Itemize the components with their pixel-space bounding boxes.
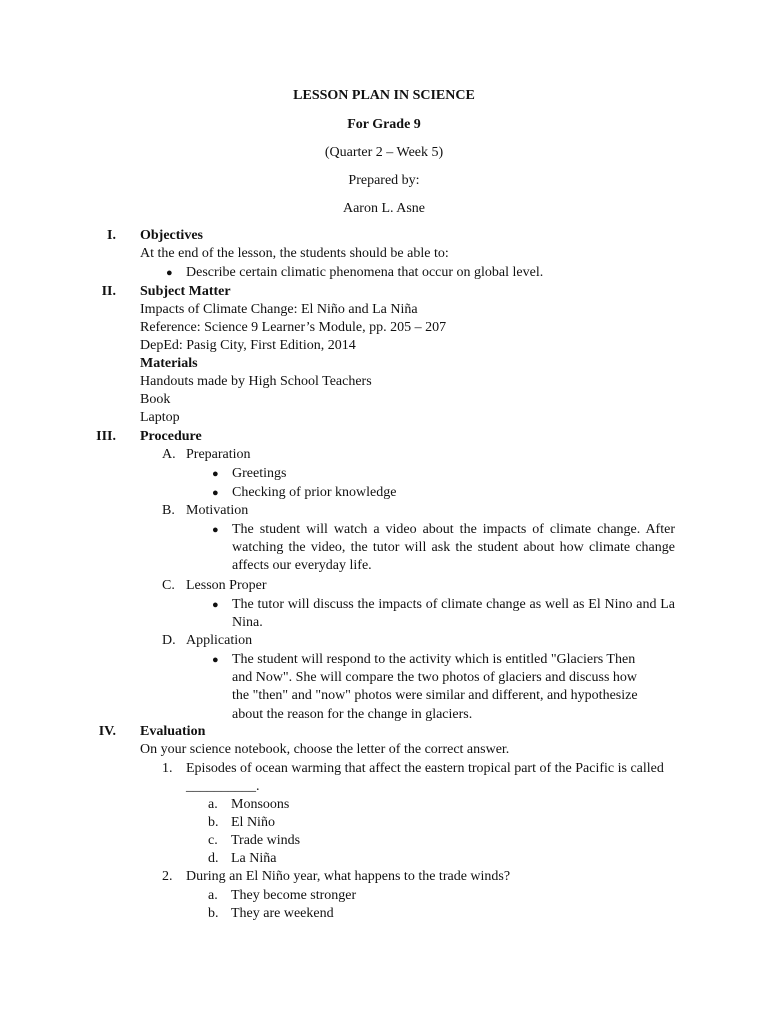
objectives-intro: At the end of the lesson, the students should be able to: — [140, 246, 449, 261]
grade-heading: For Grade 9 — [347, 117, 421, 132]
procedure-letter-d: D. — [162, 633, 176, 648]
question-number: 1. — [162, 761, 173, 776]
section-number-4: IV. — [98, 724, 116, 739]
objective-item: Describe certain climatic phenomena that occur on global level. — [186, 265, 544, 280]
quarter-week: (Quarter 2 – Week 5) — [324, 145, 444, 160]
bullet-icon: ● — [166, 267, 173, 279]
materials-heading: Materials — [140, 356, 198, 371]
procedure-preparation: Preparation — [186, 447, 251, 462]
choice-text: La Niña — [231, 851, 277, 866]
choice-text: They become stronger — [231, 888, 357, 903]
subject-topic: Impacts of Climate Change: El Niño and La Niña — [140, 302, 418, 317]
procedure-motivation: Motivation — [186, 503, 249, 518]
section-number-2: II. — [101, 284, 116, 299]
bullet-icon: ● — [212, 524, 219, 536]
choice-letter: a. — [208, 797, 218, 812]
prepared-by-label: Prepared by: — [348, 173, 420, 188]
choice-text: They are weekend — [231, 906, 334, 921]
procedure-letter-b: B. — [162, 503, 175, 518]
bullet-icon: ● — [212, 599, 219, 611]
choice-text: El Niño — [231, 815, 275, 830]
choice-letter: a. — [208, 888, 218, 903]
motivation-item: The student will watch a video about the impacts of climate change. After watching the video, the tutor will ask the student about how climate change affects our everyday life. — [232, 522, 675, 574]
section-title-subject-matter: Subject Matter — [140, 284, 231, 299]
material-item: Laptop — [140, 410, 180, 425]
section-number-3: III. — [96, 429, 116, 444]
procedure-letter-c: C. — [162, 578, 175, 593]
author-name: Aaron L. Asne — [342, 201, 426, 216]
procedure-lesson-proper: Lesson Proper — [186, 578, 267, 593]
question-1: Episodes of ocean warming that affect the eastern tropical part of the Pacific is called __________. — [186, 761, 664, 795]
procedure-application: Application — [186, 633, 253, 648]
choice-letter: b. — [208, 815, 219, 830]
section-title-objectives: Objectives — [140, 228, 203, 243]
material-item: Book — [140, 392, 171, 407]
evaluation-intro: On your science notebook, choose the letter of the correct answer. — [140, 742, 510, 757]
question-2: During an El Niño year, what happens to the trade winds? — [186, 869, 511, 884]
procedure-letter-a: A. — [162, 447, 176, 462]
section-title-evaluation: Evaluation — [140, 724, 206, 739]
section-number-1: I. — [107, 228, 116, 243]
choice-text: Monsoons — [231, 797, 290, 812]
choice-letter: b. — [208, 906, 219, 921]
document-title: LESSON PLAN IN SCIENCE — [293, 88, 475, 103]
application-item: The student will respond to the activity which is entitled "Glaciers Then and Now". She will compare the two photos of glaciers and discuss how the "then" and "now" photos were similar and different, and hypothesize about the reason for the change in glaciers. — [232, 652, 638, 722]
choice-letter: d. — [208, 851, 219, 866]
bullet-icon: ● — [212, 654, 219, 666]
bullet-icon: ● — [212, 487, 219, 499]
lesson-proper-item: The tutor will discuss the impacts of climate change as well as El Nino and La Nina. — [232, 597, 675, 631]
section-title-procedure: Procedure — [140, 429, 202, 444]
choice-text: Trade winds — [231, 833, 301, 848]
question-number: 2. — [162, 869, 173, 884]
subject-reference: Reference: Science 9 Learner’s Module, pp. 205 – 207 — [140, 320, 447, 335]
material-item: Handouts made by High School Teachers — [140, 374, 372, 389]
subject-deped: DepEd: Pasig City, First Edition, 2014 — [140, 338, 356, 353]
choice-letter: c. — [208, 833, 218, 848]
preparation-item: Greetings — [232, 466, 287, 481]
bullet-icon: ● — [212, 468, 219, 480]
preparation-item: Checking of prior knowledge — [232, 485, 397, 500]
